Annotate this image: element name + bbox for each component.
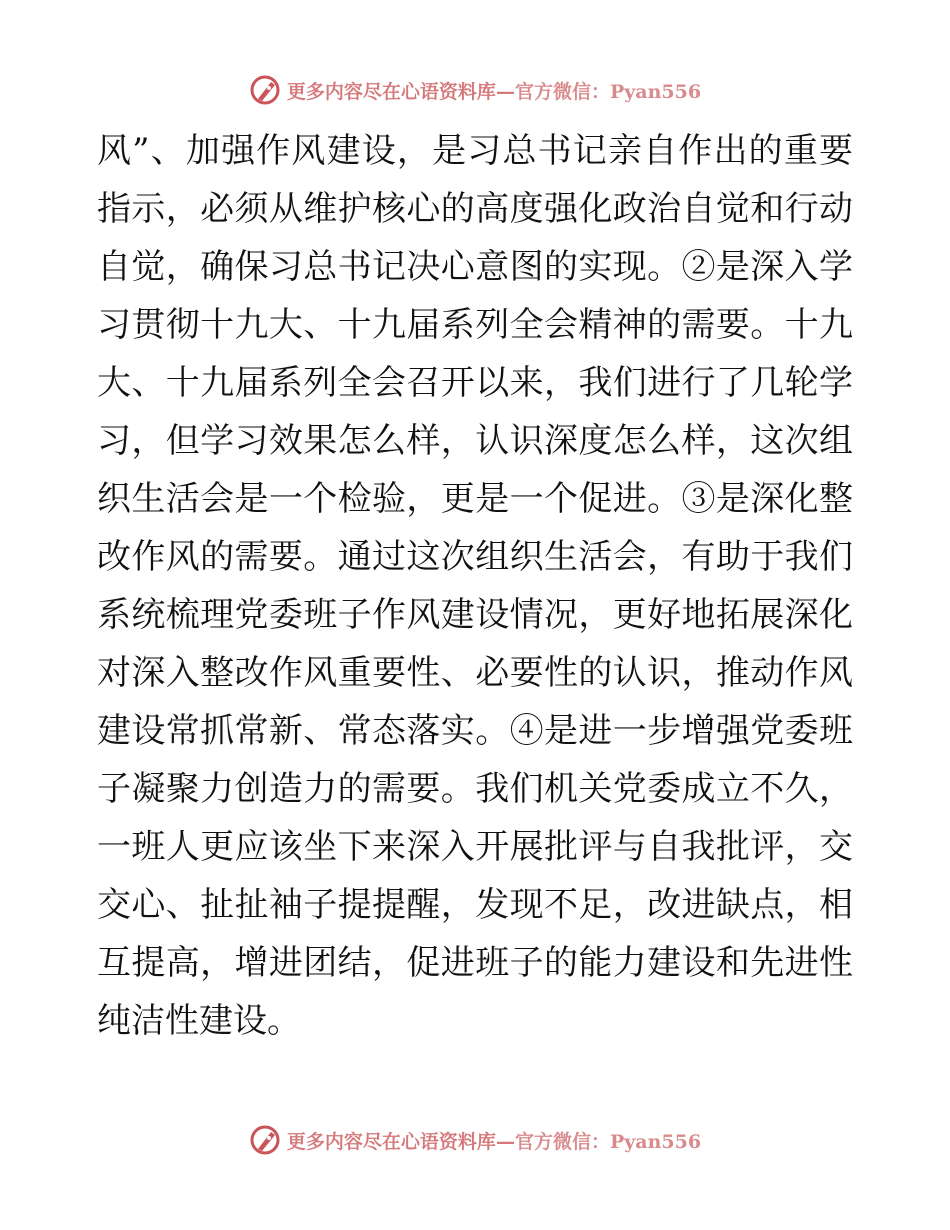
body-line: 习贯彻十九大、十九届系列全会精神的需要。十九 bbox=[97, 305, 853, 345]
body-line: 自觉，确保习总书记决心意图的实现。②是深入学 bbox=[97, 247, 853, 287]
header-dash: — bbox=[495, 80, 515, 103]
body-line: 风”、加强作风建设，是习总书记亲自作出的重要 bbox=[97, 131, 853, 171]
footer-text bbox=[287, 1127, 701, 1154]
body-line: 系统梳理党委班子作风建设情况，更好地拓展深化 bbox=[97, 595, 853, 635]
footer-title: 更多内容尽在心语资料库 bbox=[286, 1130, 496, 1153]
body-line: 改作风的需要。通过这次组织生活会，有助于我们 bbox=[97, 537, 853, 577]
body-line: 一班人更应该坐下来深入开展批评与自我批评，交 bbox=[97, 827, 853, 867]
footer-banner bbox=[0, 1120, 950, 1160]
header-title: 更多内容尽在心语资料库 bbox=[286, 80, 496, 103]
header-text bbox=[287, 77, 701, 104]
body-line: 大、十九届系列全会召开以来，我们进行了几轮学 bbox=[97, 363, 853, 403]
body-line: 交心、扯扯袖子提提醒，发现不足，改进缺点，相 bbox=[97, 885, 853, 925]
body-line: 指示，必须从维护核心的高度强化政治自觉和行动 bbox=[97, 189, 853, 229]
footer-dash: — bbox=[495, 1130, 515, 1153]
body-line: 建设常抓常新、常态落实。④是进一步增强党委班 bbox=[97, 711, 853, 751]
body-line: 互提高，增进团结，促进班子的能力建设和先进性 bbox=[97, 943, 853, 983]
body-line: 子凝聚力创造力的需要。我们机关党委成立不久， bbox=[97, 769, 853, 809]
pen-nib-circle-icon bbox=[249, 1124, 281, 1156]
body-line: 习，但学习效果怎么样，认识深度怎么样，这次组 bbox=[97, 421, 853, 461]
header-wechat: 官方微信：Pyan556 bbox=[514, 80, 702, 103]
document-body bbox=[97, 122, 853, 1050]
body-line: 织生活会是一个检验，更是一个促进。③是深化整 bbox=[97, 479, 853, 519]
body-line: 对深入整改作风重要性、必要性的认识，推动作风 bbox=[97, 653, 853, 693]
pen-nib-circle-icon bbox=[249, 74, 281, 106]
header-banner bbox=[0, 70, 950, 110]
footer-wechat: 官方微信：Pyan556 bbox=[514, 1130, 702, 1153]
body-line: 纯洁性建设。 bbox=[97, 1001, 301, 1041]
